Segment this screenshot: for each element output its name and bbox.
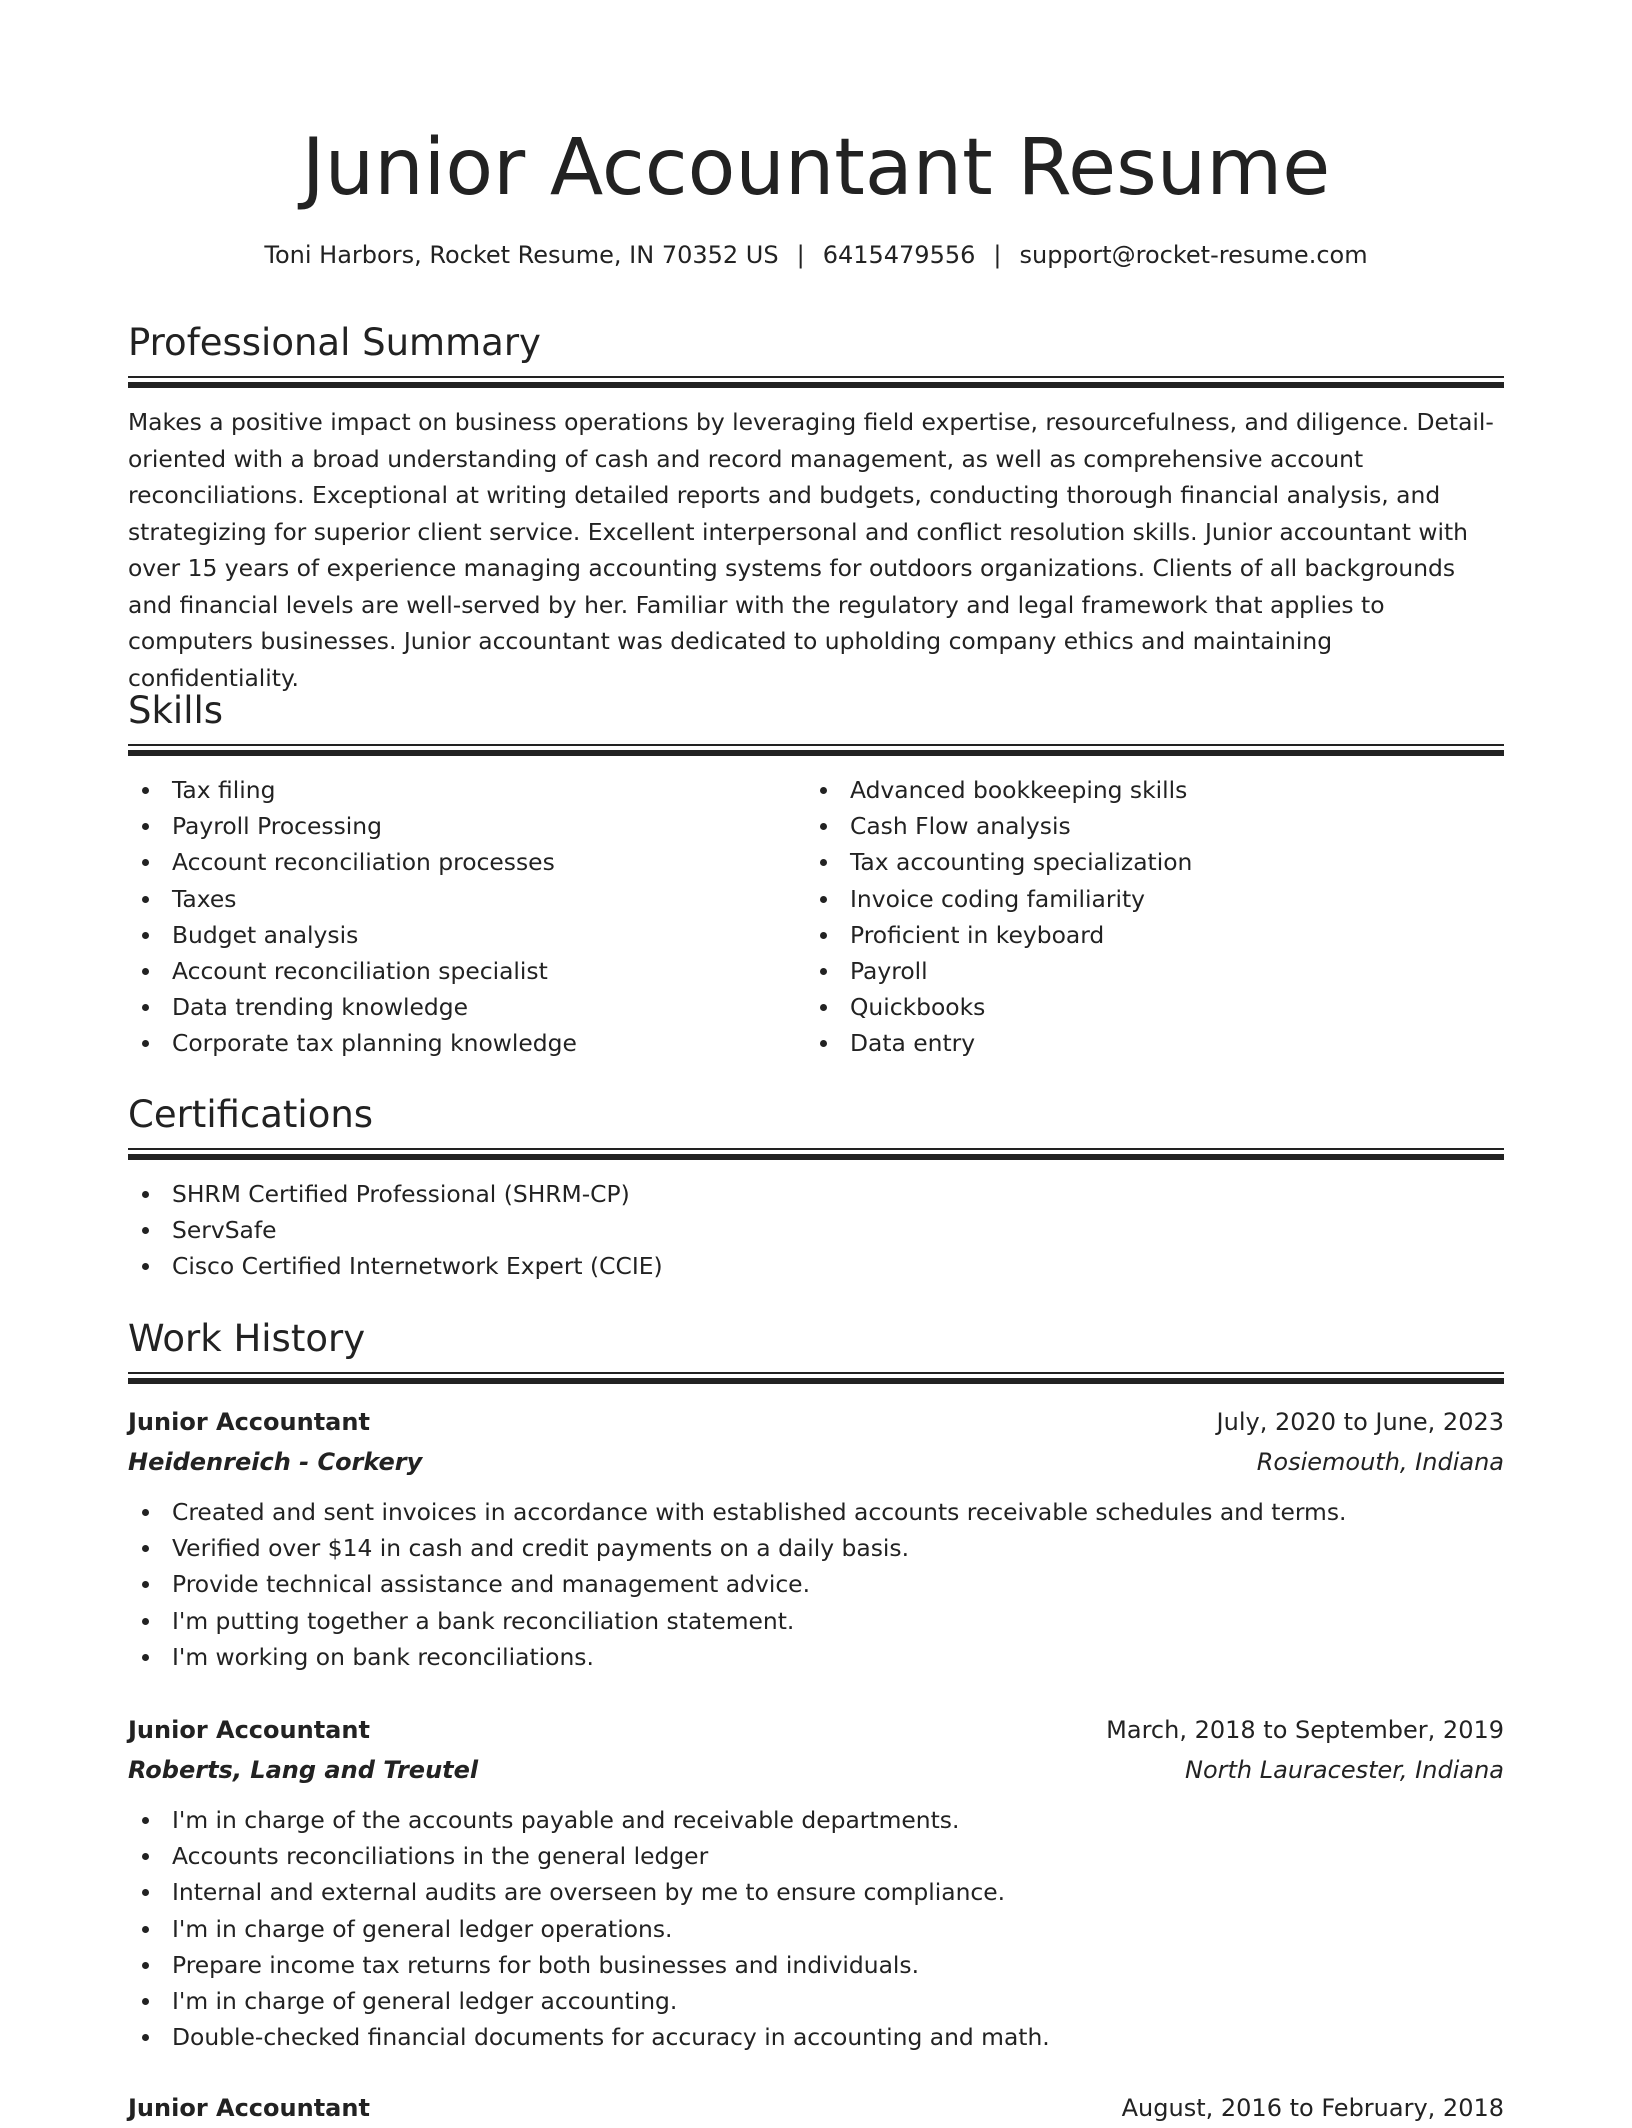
skill-item: Cash Flow analysis [806, 808, 1192, 844]
skills-list-right [806, 772, 1192, 1062]
job-dates: March, 2018 to September, 2019 [1106, 1716, 1504, 1744]
certification-item: ServSafe [128, 1212, 1504, 1248]
skill-item: Tax accounting specialization [806, 844, 1192, 880]
skill-item: Account reconciliation specialist [128, 953, 577, 989]
job-duty-item: Created and sent invoices in accordance with established accounts receivable schedules and terms. [128, 1494, 1504, 1530]
skill-item: Taxes [128, 881, 577, 917]
skill-item: Data entry [806, 1025, 1192, 1061]
job-duty-item: I'm putting together a bank reconciliation statement. [128, 1603, 1504, 1639]
job-duty-item: Provide technical assistance and management advice. [128, 1566, 1504, 1602]
section-divider [128, 1372, 1504, 1374]
skill-item: Advanced bookkeeping skills [806, 772, 1192, 808]
certifications-heading: Certifications [128, 1093, 374, 1136]
job-duty-item: Internal and external audits are overseen by me to ensure compliance. [128, 1874, 1504, 1910]
job-duty-item: I'm in charge of the accounts payable and receivable departments. [128, 1802, 1504, 1838]
job-title: Junior Accountant [128, 2094, 370, 2122]
skill-item: Account reconciliation processes [128, 844, 577, 880]
job-dates: August, 2016 to February, 2018 [1121, 2094, 1504, 2122]
certifications-section [128, 1090, 1504, 1285]
contact-phone: 6415479556 [822, 241, 976, 269]
skills-section [128, 686, 1504, 1072]
contact-email[interactable]: support@rocket-resume.com [1019, 241, 1368, 269]
skill-item: Payroll [806, 953, 1192, 989]
contact-separator: | [993, 241, 1002, 269]
job-duty-item: Double-checked financial documents for accuracy in accounting and math. [128, 2019, 1504, 2055]
job-duty-item: I'm in charge of general ledger operations. [128, 1911, 1504, 1947]
job-duty-item: Verified over $14 in cash and credit payments on a daily basis. [128, 1530, 1504, 1566]
job-title: Junior Accountant [128, 1716, 370, 1744]
skill-item: Proficient in keyboard [806, 917, 1192, 953]
job-company: Heidenreich - Corkery [128, 1448, 423, 1476]
certification-item: SHRM Certified Professional (SHRM-CP) [128, 1176, 1504, 1212]
skills-columns [128, 772, 1504, 1072]
skill-item: Budget analysis [128, 917, 577, 953]
skill-item: Tax filing [128, 772, 577, 808]
resume-title: Junior Accountant Resume [301, 123, 1331, 213]
skill-item: Invoice coding familiarity [806, 881, 1192, 917]
summary-section [128, 318, 1504, 696]
section-divider [128, 382, 1504, 388]
job-duty-item: Accounts reconciliations in the general ledger [128, 1838, 1504, 1874]
work-history-heading: Work History [128, 1317, 366, 1360]
job-duty-item: I'm in charge of general ledger accounting. [128, 1983, 1504, 2019]
section-divider [128, 750, 1504, 756]
skill-item: Payroll Processing [128, 808, 577, 844]
summary-text: Makes a positive impact on business operations by leveraging field expertise, resourcefulness, and diligence. Detail-oriented with a broad understanding of cash and record management, as well as comprehensive account reconciliations. Exceptional at writing detailed reports and budgets, conducting thorough financial analysis, and strategizing for superior client service. Excellent interpersonal and conflict resolution skills. Junior accountant with over 15 years of experience managing accounting systems for outdoors organizations. Clients of all backgrounds and financial levels are well-served by her. Familiar with the regulatory and legal framework that applies to computers businesses. Junior accountant was dedicated to upholding company ethics and maintaining confidentiality. [128, 408, 1494, 692]
work-history-section [128, 1314, 1504, 1384]
job-location: North Lauracester, Indiana [1185, 1756, 1504, 1784]
job-company-row [128, 1442, 1504, 1482]
job-header-row [128, 1402, 1504, 1442]
job-entry [128, 1710, 1504, 2055]
contact-address: Toni Harbors, Rocket Resume, IN 70352 US [264, 241, 779, 269]
summary-heading: Professional Summary [128, 321, 541, 364]
section-divider [128, 376, 1504, 378]
skills-heading: Skills [128, 689, 224, 732]
contact-separator: | [796, 241, 805, 269]
skill-item: Data trending knowledge [128, 989, 577, 1025]
certification-item: Cisco Certified Internetwork Expert (CCIE) [128, 1248, 1504, 1284]
job-entry [128, 2088, 1504, 2128]
certifications-list [128, 1176, 1504, 1285]
job-location: Rosiemouth, Indiana [1256, 1448, 1504, 1476]
section-divider [128, 1378, 1504, 1384]
section-divider [128, 1154, 1504, 1160]
job-duties-list [128, 1494, 1504, 1675]
job-header-row [128, 1710, 1504, 1750]
job-dates: July, 2020 to June, 2023 [1216, 1408, 1504, 1436]
job-company: Roberts, Lang and Treutel [128, 1756, 479, 1784]
skill-item: Corporate tax planning knowledge [128, 1025, 577, 1061]
job-duties-list [128, 1802, 1504, 2055]
skill-item: Quickbooks [806, 989, 1192, 1025]
job-title: Junior Accountant [128, 1408, 370, 1436]
job-header-row [128, 2088, 1504, 2128]
job-entry [128, 1402, 1504, 1675]
job-duty-item: I'm working on bank reconciliations. [128, 1639, 1504, 1675]
job-company-row [128, 1750, 1504, 1790]
job-duty-item: Prepare income tax returns for both businesses and individuals. [128, 1947, 1504, 1983]
section-divider [128, 744, 1504, 746]
contact-line [128, 238, 1504, 272]
skills-list-left [128, 772, 577, 1062]
section-divider [128, 1148, 1504, 1150]
